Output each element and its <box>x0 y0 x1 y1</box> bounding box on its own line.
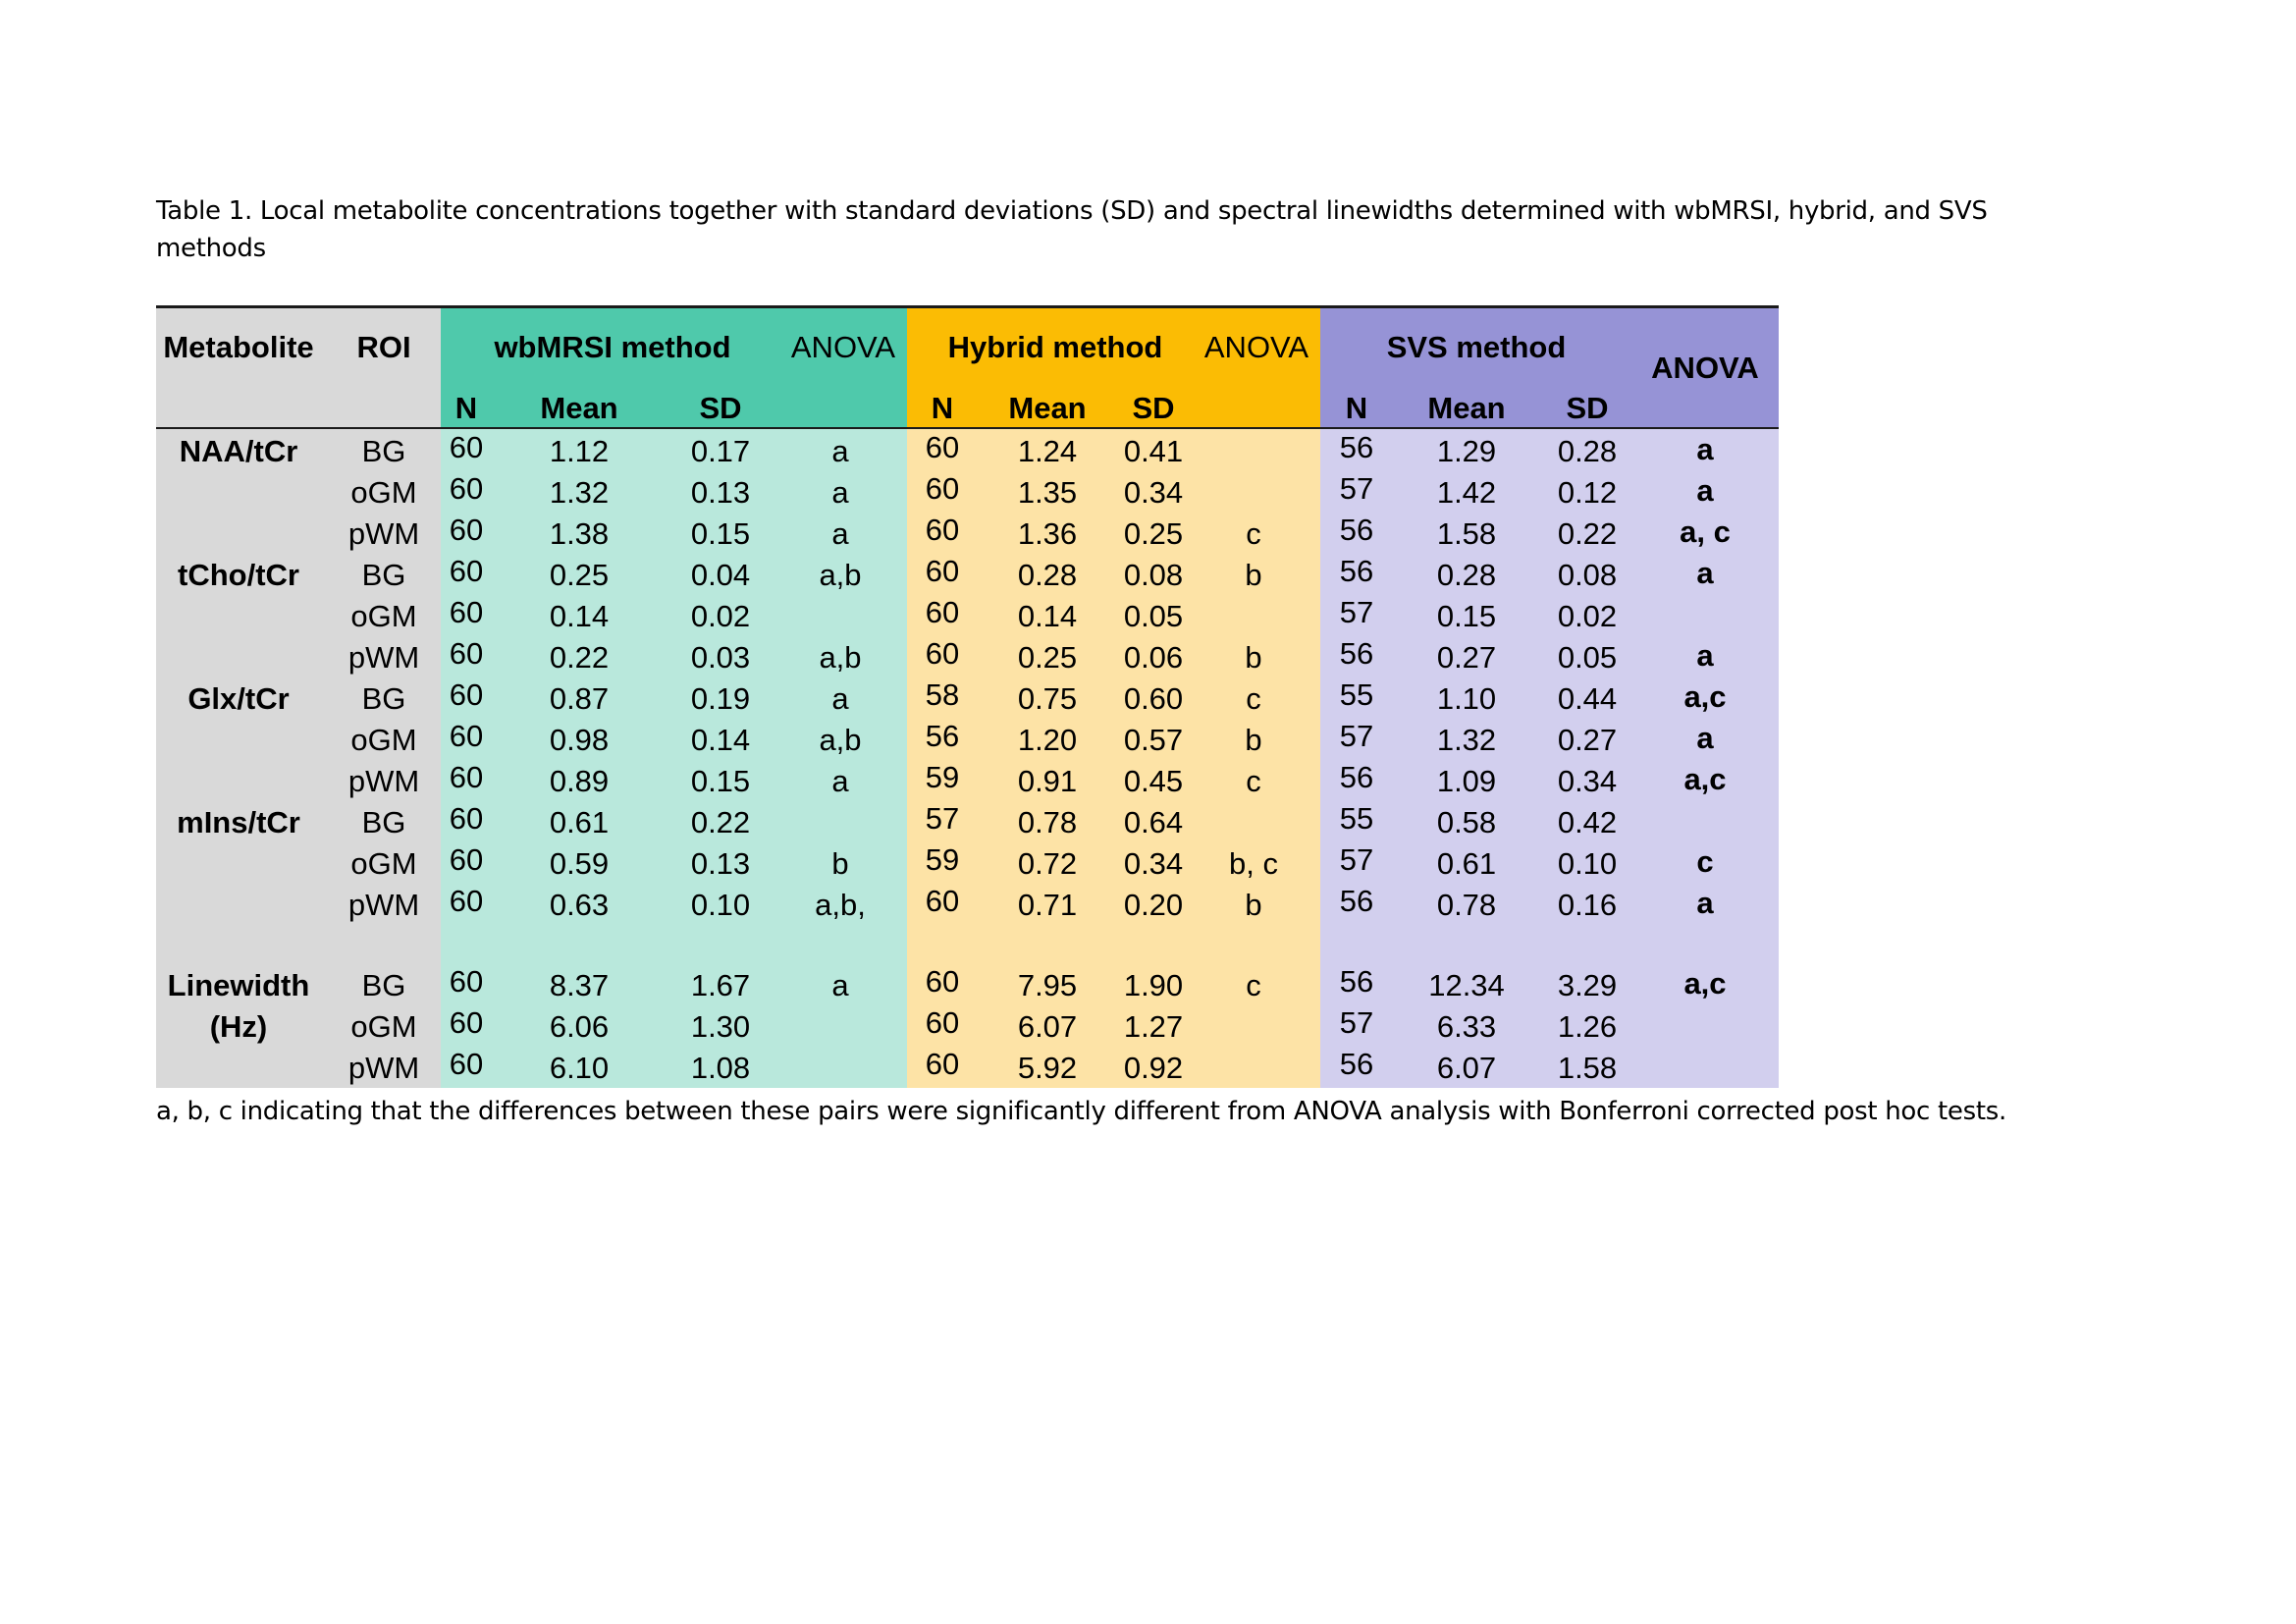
wb-sd-cell: 0.14 <box>690 723 751 757</box>
svs-n-cell: 56 <box>1339 1047 1374 1081</box>
svs-n-cell: 57 <box>1339 595 1374 629</box>
header-wbmrsi-mean: Mean <box>540 391 618 425</box>
table-caption: Table 1. Local metabolite concentrations together with standard deviations (SD) and spectral linewidths determined with wbMRSI, hybrid, and SVS methods <box>156 196 1988 263</box>
hy-mean-cell: 0.75 <box>1017 681 1078 716</box>
wb-anova-cell: a <box>831 475 849 510</box>
hy-sd-cell: 0.60 <box>1123 681 1184 716</box>
hy-sd-cell: 1.27 <box>1123 1009 1184 1044</box>
hy-mean-cell: 1.20 <box>1017 723 1078 757</box>
svs-mean-cell: 6.33 <box>1436 1009 1497 1044</box>
hy-sd-cell: 0.20 <box>1123 888 1184 922</box>
svs-n-cell: 56 <box>1339 636 1374 671</box>
hy-mean-cell: 0.25 <box>1017 640 1078 675</box>
svs-anova-cell: a <box>1696 638 1714 673</box>
wb-sd-cell: 1.67 <box>690 968 751 1002</box>
svs-anova-cell: a,c <box>1683 762 1727 796</box>
hy-n-cell: 60 <box>925 513 960 547</box>
svs-mean-cell: 0.15 <box>1436 599 1497 633</box>
svs-anova-cell: a <box>1696 556 1714 590</box>
hy-sd-cell: 1.90 <box>1123 968 1184 1002</box>
wb-mean-cell: 6.06 <box>549 1009 610 1044</box>
hy-n-cell: 60 <box>925 964 960 999</box>
wb-mean-cell: 0.61 <box>549 805 610 839</box>
hy-anova-cell: b <box>1245 640 1262 675</box>
header-svs-anova: ANOVA <box>1651 351 1759 385</box>
hy-sd-cell: 0.92 <box>1123 1051 1184 1085</box>
svs-sd-cell: 0.44 <box>1557 681 1618 716</box>
svs-mean-cell: 1.58 <box>1436 516 1497 551</box>
svs-sd-cell: 1.26 <box>1557 1009 1618 1044</box>
svs-mean-cell: 6.07 <box>1436 1051 1497 1085</box>
wb-n-cell: 60 <box>449 719 484 753</box>
metabolite-cell: (Hz) <box>209 1009 268 1044</box>
svs-n-cell: 57 <box>1339 1005 1374 1040</box>
hy-anova-cell: b, c <box>1229 846 1278 881</box>
svs-n-cell: 56 <box>1339 964 1374 999</box>
hy-n-cell: 57 <box>925 801 960 836</box>
roi-cell: oGM <box>350 599 417 633</box>
hy-mean-cell: 0.14 <box>1017 599 1078 633</box>
wb-mean-cell: 1.38 <box>549 516 610 551</box>
svs-sd-cell: 0.28 <box>1557 434 1618 468</box>
svs-anova-cell: a <box>1696 432 1714 466</box>
wb-anova-cell: a <box>831 968 849 1002</box>
svs-anova-cell: a <box>1696 473 1714 508</box>
metabolite-cell: Linewidth <box>167 968 310 1002</box>
header-svs-method: SVS method <box>1386 330 1567 364</box>
metabolite-table <box>156 305 1779 1088</box>
wb-sd-cell: 0.19 <box>690 681 751 716</box>
hy-sd-cell: 0.41 <box>1123 434 1184 468</box>
header-wbmrsi-sd: SD <box>699 391 742 425</box>
svs-sd-cell: 1.58 <box>1557 1051 1618 1085</box>
wb-mean-cell: 8.37 <box>549 968 610 1002</box>
wb-mean-cell: 0.14 <box>549 599 610 633</box>
wb-anova-cell: a <box>831 434 849 468</box>
hy-n-cell: 60 <box>925 595 960 629</box>
hy-n-cell: 59 <box>925 760 960 794</box>
table-footnote: a, b, c indicating that the differences between these pairs were significantly different from ANOVA analysis with Bonferroni corrected post hoc tests. <box>156 1097 2006 1126</box>
hy-anova-cell: b <box>1245 558 1262 592</box>
svs-mean-cell: 0.27 <box>1436 640 1497 675</box>
header-roi: ROI <box>356 330 411 364</box>
wb-n-cell: 60 <box>449 471 484 506</box>
wb-n-cell: 60 <box>449 677 484 712</box>
wb-mean-cell: 0.87 <box>549 681 610 716</box>
wb-mean-cell: 0.89 <box>549 764 610 798</box>
hy-sd-cell: 0.64 <box>1123 805 1184 839</box>
svs-mean-cell: 0.28 <box>1436 558 1497 592</box>
roi-cell: oGM <box>350 846 417 881</box>
wb-mean-cell: 0.98 <box>549 723 610 757</box>
wb-n-cell: 60 <box>449 636 484 671</box>
wb-mean-cell: 0.63 <box>549 888 610 922</box>
wb-sd-cell: 0.02 <box>690 599 751 633</box>
roi-cell: pWM <box>347 888 420 922</box>
roi-cell: oGM <box>350 723 417 757</box>
wb-anova-cell: b <box>831 846 849 881</box>
svs-n-cell: 56 <box>1339 513 1374 547</box>
svs-sd-cell: 0.22 <box>1557 516 1618 551</box>
header-hybrid-n: N <box>931 391 954 425</box>
wb-n-cell: 60 <box>449 1047 484 1081</box>
svs-n-cell: 56 <box>1339 554 1374 588</box>
hy-n-cell: 60 <box>925 471 960 506</box>
svs-anova-cell: a <box>1696 721 1714 755</box>
hy-mean-cell: 0.78 <box>1017 805 1078 839</box>
band-wbmrsi-header <box>441 305 907 428</box>
roi-cell: BG <box>361 681 406 716</box>
hy-n-cell: 60 <box>925 430 960 464</box>
header-hybrid-anova: ANOVA <box>1203 330 1309 364</box>
hy-mean-cell: 0.91 <box>1017 764 1078 798</box>
wb-sd-cell: 0.13 <box>690 475 751 510</box>
svs-sd-cell: 0.16 <box>1557 888 1618 922</box>
metabolite-cell: NAA/tCr <box>179 434 298 468</box>
hy-n-cell: 60 <box>925 636 960 671</box>
svs-sd-cell: 0.02 <box>1557 599 1618 633</box>
svs-sd-cell: 0.10 <box>1557 846 1618 881</box>
svs-mean-cell: 0.61 <box>1436 846 1497 881</box>
svs-n-cell: 56 <box>1339 430 1374 464</box>
svs-sd-cell: 0.27 <box>1557 723 1618 757</box>
svs-sd-cell: 0.42 <box>1557 805 1618 839</box>
hy-anova-cell: c <box>1246 968 1261 1002</box>
hy-mean-cell: 5.92 <box>1017 1051 1078 1085</box>
wb-anova-cell: a,b <box>819 723 862 757</box>
hy-anova-cell: b <box>1245 888 1262 922</box>
svs-mean-cell: 1.29 <box>1436 434 1497 468</box>
wb-n-cell: 60 <box>449 964 484 999</box>
roi-cell: BG <box>361 434 406 468</box>
roi-cell: oGM <box>350 475 417 510</box>
svs-mean-cell: 12.34 <box>1428 968 1505 1002</box>
header-svs-n: N <box>1345 391 1368 425</box>
wb-n-cell: 60 <box>449 430 484 464</box>
roi-cell: pWM <box>347 1051 420 1085</box>
hy-anova-cell: b <box>1245 723 1262 757</box>
header-hybrid-method: Hybrid method <box>947 330 1163 364</box>
wb-sd-cell: 1.08 <box>690 1051 751 1085</box>
header-wbmrsi-n: N <box>454 391 478 425</box>
roi-cell: BG <box>361 558 406 592</box>
table-header-rule <box>156 427 1779 429</box>
wb-anova-cell: a <box>831 516 849 551</box>
wb-anova-cell: a,b, <box>815 888 866 922</box>
hy-mean-cell: 6.07 <box>1017 1009 1078 1044</box>
svs-n-cell: 55 <box>1339 801 1374 836</box>
svs-sd-cell: 0.34 <box>1557 764 1618 798</box>
svs-anova-cell: a,c <box>1683 679 1727 714</box>
svs-n-cell: 57 <box>1339 842 1374 877</box>
wb-mean-cell: 0.59 <box>549 846 610 881</box>
header-hybrid-sd: SD <box>1132 391 1175 425</box>
wb-sd-cell: 0.13 <box>690 846 751 881</box>
svs-mean-cell: 1.42 <box>1436 475 1497 510</box>
hy-mean-cell: 7.95 <box>1017 968 1078 1002</box>
hy-mean-cell: 1.35 <box>1017 475 1078 510</box>
hy-n-cell: 60 <box>925 1005 960 1040</box>
wb-mean-cell: 0.25 <box>549 558 610 592</box>
hy-mean-cell: 0.72 <box>1017 846 1078 881</box>
svs-n-cell: 57 <box>1339 471 1374 506</box>
metabolite-cell: tCho/tCr <box>178 558 299 592</box>
wb-mean-cell: 0.22 <box>549 640 610 675</box>
wb-sd-cell: 0.04 <box>690 558 751 592</box>
hy-n-cell: 56 <box>925 719 960 753</box>
wb-mean-cell: 6.10 <box>549 1051 610 1085</box>
hy-sd-cell: 0.06 <box>1123 640 1184 675</box>
wb-n-cell: 60 <box>449 884 484 918</box>
wb-anova-cell: a,b <box>819 640 862 675</box>
roi-cell: BG <box>361 968 406 1002</box>
wb-anova-cell: a,b <box>819 558 862 592</box>
wb-anova-cell: a <box>831 764 849 798</box>
hy-n-cell: 60 <box>925 1047 960 1081</box>
header-wbmrsi-method: wbMRSI method <box>494 330 731 364</box>
metabolite-cell: mIns/tCr <box>177 805 300 839</box>
svs-sd-cell: 0.08 <box>1557 558 1618 592</box>
table-top-rule <box>156 305 1779 308</box>
svs-n-cell: 57 <box>1339 719 1374 753</box>
svs-sd-cell: 0.12 <box>1557 475 1618 510</box>
hy-sd-cell: 0.05 <box>1123 599 1184 633</box>
hy-sd-cell: 0.45 <box>1123 764 1184 798</box>
wb-sd-cell: 0.03 <box>690 640 751 675</box>
wb-sd-cell: 0.10 <box>690 888 751 922</box>
roi-cell: pWM <box>347 640 420 675</box>
svs-mean-cell: 1.10 <box>1436 681 1497 716</box>
wb-n-cell: 60 <box>449 513 484 547</box>
wb-anova-cell: a <box>831 681 849 716</box>
hy-sd-cell: 0.34 <box>1123 846 1184 881</box>
wb-n-cell: 60 <box>449 1005 484 1040</box>
band-hybrid-header <box>907 305 1320 428</box>
svs-n-cell: 55 <box>1339 677 1374 712</box>
roi-cell: BG <box>361 805 406 839</box>
roi-cell: pWM <box>347 516 420 551</box>
svs-anova-cell: c <box>1696 844 1714 879</box>
wb-mean-cell: 1.12 <box>549 434 610 468</box>
svs-sd-cell: 0.05 <box>1557 640 1618 675</box>
header-hybrid-mean: Mean <box>1008 391 1087 425</box>
wb-n-cell: 60 <box>449 760 484 794</box>
wb-mean-cell: 1.32 <box>549 475 610 510</box>
hy-sd-cell: 0.57 <box>1123 723 1184 757</box>
svs-anova-cell: a,c <box>1683 966 1727 1001</box>
svs-mean-cell: 0.58 <box>1436 805 1497 839</box>
header-metabolite: Metabolite <box>163 330 314 364</box>
wb-n-cell: 60 <box>449 842 484 877</box>
svs-sd-cell: 3.29 <box>1557 968 1618 1002</box>
hy-sd-cell: 0.25 <box>1123 516 1184 551</box>
svs-anova-cell: a, c <box>1680 514 1731 549</box>
hy-n-cell: 59 <box>925 842 960 877</box>
hy-mean-cell: 1.24 <box>1017 434 1078 468</box>
header-svs-mean: Mean <box>1427 391 1506 425</box>
hy-anova-cell: c <box>1246 681 1261 716</box>
svs-n-cell: 56 <box>1339 884 1374 918</box>
hy-anova-cell: c <box>1246 516 1261 551</box>
svs-mean-cell: 1.32 <box>1436 723 1497 757</box>
hy-n-cell: 58 <box>925 677 960 712</box>
wb-sd-cell: 0.15 <box>690 516 751 551</box>
roi-cell: pWM <box>347 764 420 798</box>
hy-mean-cell: 0.71 <box>1017 888 1078 922</box>
metabolite-cell: Glx/tCr <box>187 681 290 716</box>
hy-n-cell: 60 <box>925 884 960 918</box>
svs-mean-cell: 1.09 <box>1436 764 1497 798</box>
hy-sd-cell: 0.34 <box>1123 475 1184 510</box>
wb-sd-cell: 0.17 <box>690 434 751 468</box>
roi-cell: oGM <box>350 1009 417 1044</box>
hy-anova-cell: c <box>1246 764 1261 798</box>
wb-n-cell: 60 <box>449 801 484 836</box>
hy-n-cell: 60 <box>925 554 960 588</box>
header-wbmrsi-anova: ANOVA <box>790 330 896 364</box>
svs-mean-cell: 0.78 <box>1436 888 1497 922</box>
wb-sd-cell: 1.30 <box>690 1009 751 1044</box>
wb-n-cell: 60 <box>449 595 484 629</box>
header-svs-sd: SD <box>1566 391 1609 425</box>
hy-mean-cell: 1.36 <box>1017 516 1078 551</box>
wb-sd-cell: 0.22 <box>690 805 751 839</box>
hy-mean-cell: 0.28 <box>1017 558 1078 592</box>
svs-anova-cell: a <box>1696 886 1714 920</box>
svs-n-cell: 56 <box>1339 760 1374 794</box>
wb-sd-cell: 0.15 <box>690 764 751 798</box>
hy-sd-cell: 0.08 <box>1123 558 1184 592</box>
wb-n-cell: 60 <box>449 554 484 588</box>
